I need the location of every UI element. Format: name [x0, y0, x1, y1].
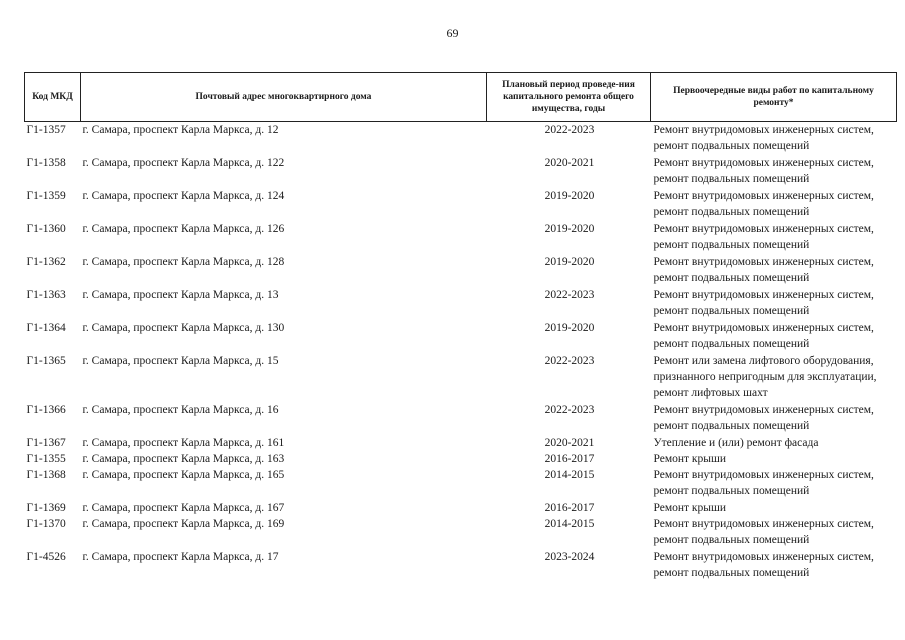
row-address: г. Самара, проспект Карла Маркса, д. 17 [82, 551, 279, 563]
row-works: Ремонт или замена лифтового оборудования, признанного непригодным для эксплуатации, ремонт лифтовых шахт [653, 355, 877, 399]
row-code: Г1-1359 [26, 190, 66, 202]
row-works: Ремонт крыши [653, 502, 727, 514]
table-row [25, 221, 897, 254]
row-period: 2019-2020 [544, 190, 595, 202]
table-row [25, 122, 897, 156]
row-address: г. Самара, проспект Карла Маркса, д. 13 [82, 289, 279, 301]
table-row [25, 254, 897, 287]
row-works: Ремонт внутридомовых инженерных систем, ремонт подвальных помещений [653, 256, 874, 284]
row-works: Ремонт внутридомовых инженерных систем, ремонт подвальных помещений [653, 518, 874, 546]
row-code: Г1-1362 [26, 256, 66, 268]
row-works: Ремонт внутридомовых инженерных систем, ремонт подвальных помещений [653, 190, 874, 218]
row-code: Г1-1370 [26, 518, 66, 530]
row-code: Г1-1369 [26, 502, 66, 514]
row-works: Ремонт внутридомовых инженерных систем, ремонт подвальных помещений [653, 289, 874, 317]
table-row [25, 467, 897, 500]
table-row [25, 155, 897, 188]
header-code: Код МКД [25, 73, 81, 122]
row-address: г. Самара, проспект Карла Маркса, д. 167 [82, 502, 285, 514]
row-period: 2023-2024 [544, 551, 595, 563]
table-row [25, 451, 897, 467]
header-works: Первоочередные виды работ по капитальному ремонту* [651, 73, 897, 122]
row-period: 2022-2023 [544, 124, 595, 136]
row-works: Ремонт внутридомовых инженерных систем, ремонт подвальных помещений [653, 322, 874, 350]
row-works: Ремонт внутридомовых инженерных систем, ремонт подвальных помещений [653, 469, 874, 497]
row-address: г. Самара, проспект Карла Маркса, д. 12 [82, 124, 279, 136]
row-code: Г1-1355 [26, 453, 66, 465]
row-address: г. Самара, проспект Карла Маркса, д. 130 [82, 322, 285, 334]
table-row [25, 500, 897, 516]
row-address: г. Самара, проспект Карла Маркса, д. 124 [82, 190, 285, 202]
table-body [25, 122, 897, 583]
repair-plan-table [24, 72, 897, 582]
row-period: 2014-2015 [544, 518, 595, 530]
row-address: г. Самара, проспект Карла Маркса, д. 165 [82, 469, 285, 481]
row-period: 2019-2020 [544, 256, 595, 268]
header-address: Почтовый адрес многоквартирного дома [81, 73, 487, 122]
row-address: г. Самара, проспект Карла Маркса, д. 122 [82, 157, 285, 169]
row-code: Г1-1367 [26, 437, 66, 449]
row-address: г. Самара, проспект Карла Маркса, д. 16 [82, 404, 279, 416]
row-code: Г1-1363 [26, 289, 66, 301]
row-code: Г1-1358 [26, 157, 66, 169]
table-row [25, 435, 897, 451]
row-period: 2014-2015 [544, 469, 595, 481]
row-address: г. Самара, проспект Карла Маркса, д. 15 [82, 355, 279, 367]
row-address: г. Самара, проспект Карла Маркса, д. 128 [82, 256, 285, 268]
table-row [25, 287, 897, 320]
row-period: 2016-2017 [544, 502, 595, 514]
row-works: Ремонт крыши [653, 453, 727, 465]
row-works: Ремонт внутридомовых инженерных систем, ремонт подвальных помещений [653, 223, 874, 251]
table-row [25, 516, 897, 549]
table-row [25, 549, 897, 582]
row-works: Ремонт внутридомовых инженерных систем, ремонт подвальных помещений [653, 551, 874, 579]
table-row [25, 402, 897, 435]
row-address: г. Самара, проспект Карла Маркса, д. 126 [82, 223, 285, 235]
row-works: Ремонт внутридомовых инженерных систем, ремонт подвальных помещений [653, 404, 874, 432]
row-address: г. Самара, проспект Карла Маркса, д. 169 [82, 518, 285, 530]
row-period: 2020-2021 [544, 157, 595, 169]
row-period: 2020-2021 [544, 437, 595, 449]
row-code: Г1-4526 [26, 551, 66, 563]
row-code: Г1-1357 [26, 124, 66, 136]
row-period: 2019-2020 [544, 322, 595, 334]
row-code: Г1-1360 [26, 223, 66, 235]
table-row [25, 353, 897, 402]
row-code: Г1-1365 [26, 355, 66, 367]
row-address: г. Самара, проспект Карла Маркса, д. 161 [82, 437, 285, 449]
row-period: 2019-2020 [544, 223, 595, 235]
table-row [25, 188, 897, 221]
table-header [25, 73, 897, 122]
row-period: 2022-2023 [544, 404, 595, 416]
row-works: Ремонт внутридомовых инженерных систем, ремонт подвальных помещений [653, 157, 874, 185]
row-period: 2022-2023 [544, 355, 595, 367]
table-row [25, 320, 897, 353]
row-works: Утепление и (или) ремонт фасада [653, 437, 819, 449]
row-code: Г1-1368 [26, 469, 66, 481]
row-period: 2022-2023 [544, 289, 595, 301]
row-period: 2016-2017 [544, 453, 595, 465]
header-period: Плановый период проведе-ния капитального ремонта общего имущества, годы [487, 73, 651, 122]
page-number: 69 [446, 26, 459, 40]
row-address: г. Самара, проспект Карла Маркса, д. 163 [82, 453, 285, 465]
row-code: Г1-1364 [26, 322, 66, 334]
row-works: Ремонт внутридомовых инженерных систем, ремонт подвальных помещений [653, 124, 874, 152]
row-code: Г1-1366 [26, 404, 66, 416]
